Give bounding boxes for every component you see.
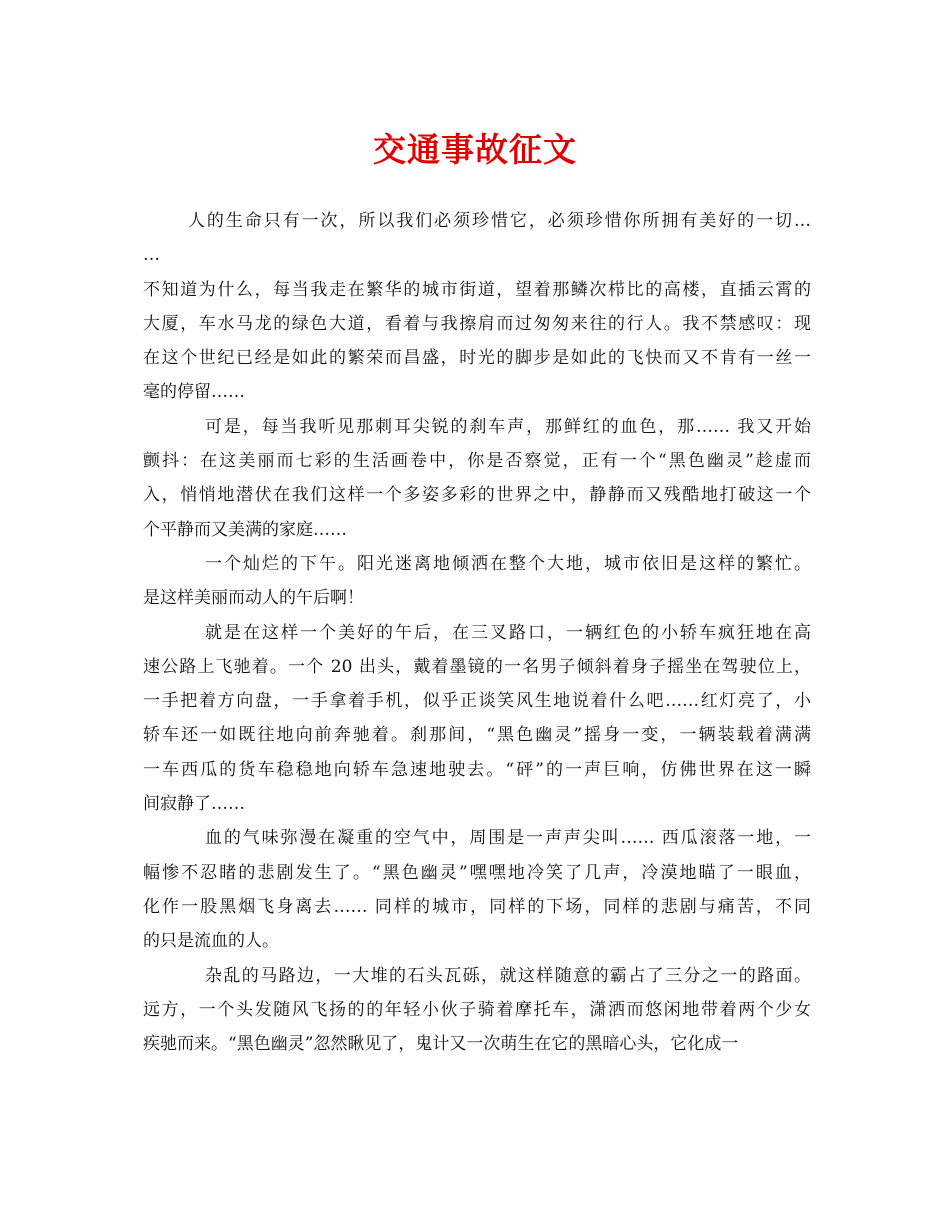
paragraph-line: 血的气味弥漫在凝重的空气中，周围是一声声尖叫…… 西瓜滚落一地，一 <box>205 828 811 849</box>
paragraph <box>143 547 811 616</box>
paragraph <box>143 410 811 547</box>
paragraph-line: 人的生命只有一次，所以我们必须珍惜它，必须珍惜你所拥有美好的一切… <box>188 211 811 231</box>
paragraph-line: 毫的停留…… <box>143 382 245 403</box>
paragraph-line: 可是，每当我听见那刺耳尖锐的刹车声，那鲜红的血色，那…… 我又开始 <box>205 416 811 437</box>
paragraph-line: 一车西瓜的货车稳稳地向轿车急速地驶去。“砰”的一声巨响，仿佛世界在这一瞬 <box>143 759 811 780</box>
paragraph-line: 一手把着方向盘，一手拿着手机，似乎正谈笑风生地说着什么吧……红灯亮了，小 <box>143 691 811 712</box>
paragraph-line: 轿车还一如既往地向前奔驰着。刹那间，“黑色幽灵”摇身一变，一辆装载着满满 <box>143 725 811 746</box>
paragraph <box>143 821 811 958</box>
paragraph-line: 是这样美丽而动人的午后啊！ <box>143 588 364 609</box>
paragraph <box>143 616 811 822</box>
paragraph-line: 化作一股黑烟飞身离去…… 同样的城市，同样的下场，同样的悲剧与痛苦，不同 <box>143 896 811 917</box>
paragraph-line: 杂乱的马路边，一大堆的石头瓦砾，就这样随意的霸占了三分之一的路面。 <box>205 965 811 986</box>
paragraph-line: 入，悄悄地潜伏在我们这样一个多姿多彩的世界之中，静静而又残酷地打破这一个 <box>143 485 811 506</box>
paragraph-line: 幅惨不忍睹的悲剧发生了。“黑色幽灵”嘿嘿地冷笑了几声，冷漠地瞄了一眼血， <box>143 862 811 883</box>
paragraph-line: 颤抖：在这美丽而七彩的生活画卷中，你是否察觉，正有一个“黑色幽灵”趁虚而 <box>143 451 811 472</box>
paragraph <box>143 204 811 273</box>
paragraph-line: 不知道为什么，每当我走在繁华的城市街道，望着那鳞次栉比的高楼，直插云霄的 <box>143 279 811 300</box>
paragraph-line: … <box>143 245 160 266</box>
paragraph-line: 在这个世纪已经是如此的繁荣而昌盛，时光的脚步是如此的飞快而又不肯有一丝一 <box>143 348 811 369</box>
paragraph-line: 就是在这样一个美好的午后，在三叉路口，一辆红色的小轿车疯狂地在高 <box>205 622 811 643</box>
paragraph <box>143 959 811 1062</box>
paragraph-line: 疾驰而来。“黑色幽灵”忽然瞅见了，鬼计又一次萌生在它的黑暗心头，它化成一 <box>143 1034 739 1055</box>
paragraph-line: 个平静而又美满的家庭…… <box>143 519 347 540</box>
paragraph <box>143 273 811 410</box>
paragraph-line: 一个灿烂的下午。阳光迷离地倾洒在整个大地，城市依旧是这样的繁忙。 <box>205 553 811 574</box>
document-body <box>143 204 811 1061</box>
paragraph-line: 大厦，车水马龙的绿色大道，看着与我擦肩而过匆匆来往的行人。我不禁感叹：现 <box>143 313 811 334</box>
paragraph-line: 的只是流血的人。 <box>143 931 279 952</box>
document-title: 交通事故征文 <box>373 130 577 169</box>
paragraph-line: 远方，一个头发随风飞扬的的年轻小伙子骑着摩托车，潇洒而悠闲地带着两个少女 <box>143 999 811 1020</box>
paragraph-line: 速公路上飞驰着。一个 20 出头，戴着墨镜的一名男子倾斜着身子摇坐在驾驶位上， <box>143 656 811 677</box>
paragraph-line: 间寂静了…… <box>143 794 245 815</box>
